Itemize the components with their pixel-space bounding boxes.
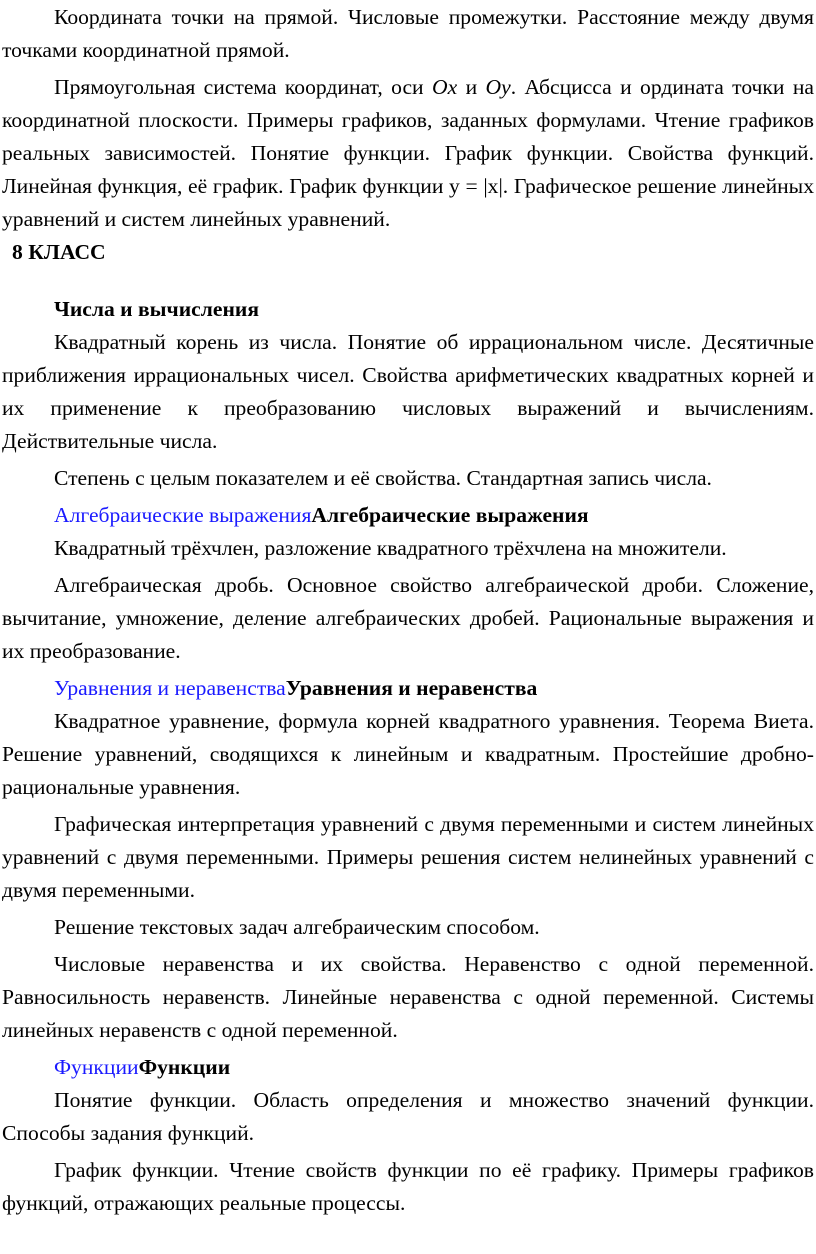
document-body bbox=[2, 1, 814, 1220]
paragraph-inequalities: Числовые неравенства и их свойства. Неравенство с одной переменной. Равносильность неравенств. Линейные неравенства с одной переменной. Системы линейных неравенств с одной переменной. bbox=[2, 952, 814, 1042]
paragraph-square-root: Квадратный корень из числа. Понятие об иррациональном числе. Десятичные приближения иррациональных чисел. Свойства арифметических квадратных корней и их применение к преобразованию числовых выражений и вычислениям. Действительные числа. bbox=[2, 330, 814, 453]
section-title-equations: Уравнения и неравенства bbox=[285, 676, 538, 700]
paragraph-function-graph: График функции. Чтение свойств функции по её графику. Примеры графиков функций, отражающих реальные процессы. bbox=[2, 1158, 814, 1215]
paragraph-function-concept: Понятие функции. Область определения и множество значений функции. Способы задания функций. bbox=[2, 1088, 814, 1145]
paragraph-integer-power: Степень с целым показателем и её свойства. Стандартная запись числа. bbox=[54, 466, 712, 490]
section-title-functions: Функции bbox=[138, 1055, 231, 1079]
link-equations-inequalities[interactable]: Уравнения и неравенства bbox=[54, 676, 286, 700]
section-heading-algebra bbox=[2, 499, 814, 532]
text-part: Прямоугольная система координат, оси bbox=[54, 75, 433, 99]
paragraph-word-problems: Решение текстовых задач алгебраическим способом. bbox=[54, 915, 540, 939]
axis-ox: Ox bbox=[432, 75, 458, 99]
section-title-numbers: Числа и вычисления bbox=[54, 297, 260, 321]
paragraph-quadratic-trinomial: Квадратный трёхчлен, разложение квадратного трёхчлена на множители. bbox=[54, 536, 727, 560]
paragraph-rectangular-system bbox=[2, 71, 814, 236]
paragraph-coordinates: Координата точки на прямой. Числовые промежутки. Расстояние между двумя точками координатной прямой. bbox=[2, 5, 814, 62]
paragraph-algebraic-fraction: Алгебраическая дробь. Основное свойство алгебраической дроби. Сложение, вычитание, умножение, деление алгебраических дробей. Рациональные выражения и их преобразование. bbox=[2, 573, 814, 663]
section-heading-equations bbox=[2, 672, 814, 705]
grade-heading: 8 КЛАСС bbox=[12, 240, 106, 264]
link-functions[interactable]: Функции bbox=[54, 1055, 139, 1079]
section-heading-functions bbox=[2, 1051, 814, 1084]
paragraph-quadratic-equation: Квадратное уравнение, формула корней квадратного уравнения. Теорема Виета. Решение уравнений, сводящихся к линейным и квадратным. Простейшие дробно-рациональные уравнения. bbox=[2, 709, 814, 799]
link-algebraic-expressions[interactable]: Алгебраические выражения bbox=[54, 503, 312, 527]
paragraph-graphical-interpretation: Графическая интерпретация уравнений с двумя переменными и систем линейных уравнений с двумя переменными. Примеры решения систем нелинейных уравнений с двумя переменными. bbox=[2, 812, 814, 902]
text-part: . Абсцисса и ордината точки на координатной плоскости. Примеры графиков, заданных формулами. Чтение графиков реальных зависимостей. Понятие функции. График функции. Свойства функций. Линейная функция, её график. График функции y = |x|. Графическое решение линейных уравнений и систем линейных уравнений. bbox=[2, 75, 814, 231]
axis-oy: Oy bbox=[485, 75, 511, 99]
section-title-algebra: Алгебраические выражения bbox=[311, 503, 589, 527]
text-part: и bbox=[457, 75, 486, 99]
